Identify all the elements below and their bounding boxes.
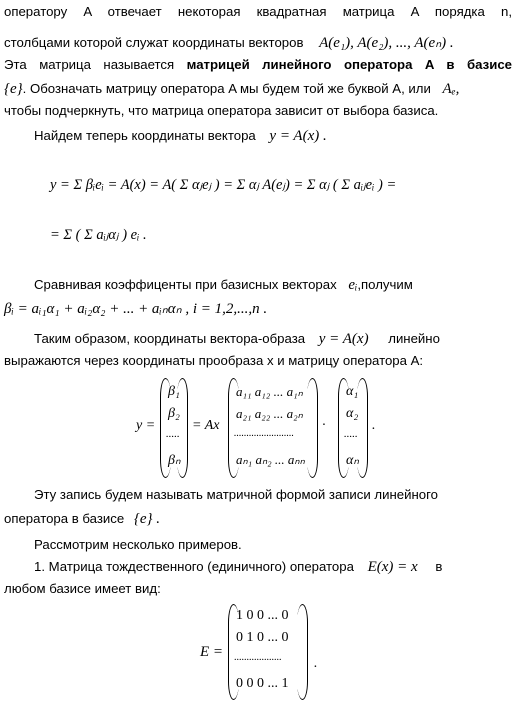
equation-row: βᵢ = aᵢ₁α₁ + aᵢ₂α₂ + ... + aᵢₙαₙ , i = 1,2,...,n . [4, 301, 268, 317]
vector-alpha: α₁ α₂ ..... αₙ [338, 378, 368, 478]
text-line: Сравнивая коэффиценты при базисных векторах eᵢ,получим [34, 277, 413, 293]
text-line: Таким образом, координаты вектора-образа y = A(x) линейно [34, 331, 440, 347]
text-line: столбцами которой служат координаты векторов A(e₁), A(e₂), ..., A(eₙ) . [4, 35, 454, 51]
text-line: Эту запись будем называть матричной формой записи линейного [34, 487, 438, 502]
vector-beta: β₁ β₂ ..... βₙ [160, 378, 188, 478]
text-line: любом базисе имеет вид: [4, 581, 161, 596]
text-line: выражаются через координаты прообраза x и матрицу оператора A: [4, 353, 424, 368]
text-line: чтобы подчеркнуть, что матрица оператора зависит от выбора базиса. [4, 103, 439, 118]
equation-row: = Σ ( Σ aᵢⱼαⱼ ) eᵢ . [50, 227, 147, 243]
identity-matrix-equation: E = 1 0 0 ... 0 0 1 0 ... 0 ................... 0 0 0 ... 1 . [0, 604, 518, 702]
term-bold: матрицей линейного оператора A в базисе [186, 57, 512, 72]
text-line: {e}. Обозначать матрицу оператора A мы будем той же буквой A, или Aₑ, [4, 81, 460, 97]
text-line: Эта матрица называется матрицей линейного оператора A в базисе [4, 57, 512, 72]
text-line: 1. Матрица тождественного (единичного) оператора E(x) = x в [34, 559, 443, 575]
text-line: оператору A отвечает некоторая квадратная матрица A порядка n, [4, 4, 512, 19]
matrix-a: a₁₁ a₁₂ ... a₁ₙ a₂₁ a₂₂ ... a₂ₙ ........................ aₙ₁ aₙ₂ ... aₙₙ [228, 378, 318, 478]
matrix-e: 1 0 0 ... 0 0 1 0 ... 0 ................... 0 0 0 ... 1 [228, 604, 308, 700]
text-line: Рассмотрим несколько примеров. [34, 537, 242, 552]
equation-row: y = Σ βᵢeᵢ = A(x) = A( Σ αⱼeⱼ ) = Σ αⱼ A(eⱼ) = Σ αⱼ ( Σ aᵢⱼeᵢ ) = [50, 177, 397, 193]
matrix-equation: y = β₁ β₂ ..... βₙ = Ax a₁₁ a₁₂ ... a₁ₙ a₂₁ a₂₂ ... a₂ₙ ........................ aₙ₁ aₙ₂ ... aₙₙ · α₁ α₂ ..... αₙ . [0, 378, 518, 478]
text-line: Найдем теперь координаты вектора y = A(x) . [34, 128, 327, 144]
text-line: оператора в базисе {e} . [4, 511, 161, 527]
